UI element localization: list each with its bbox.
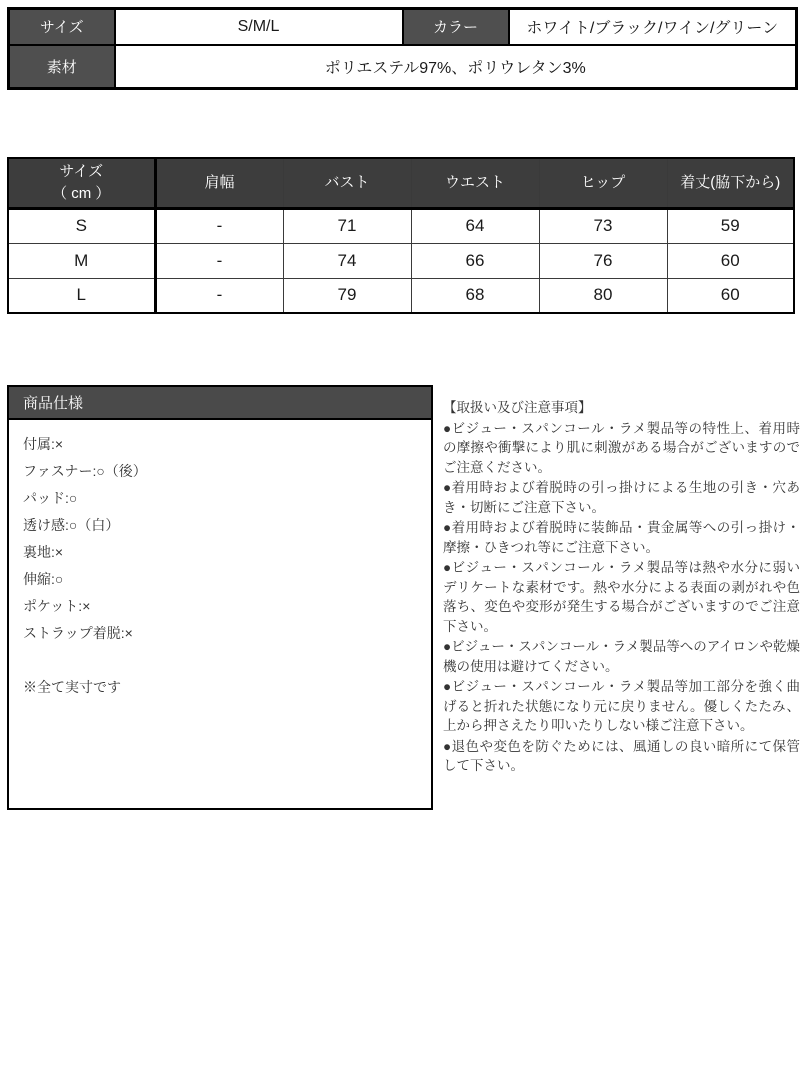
handling-note-item: ●退色や変色を防ぐためには、風通しの良い暗所にて保管して下さい。 bbox=[443, 738, 800, 773]
table-row-m bbox=[8, 243, 794, 278]
color-label-cell: カラー bbox=[403, 9, 509, 45]
spec-item-sheerness: 透け感:○（白） bbox=[23, 517, 120, 533]
table-header-row bbox=[8, 158, 794, 208]
spec-item-pad: パッド:○ bbox=[23, 490, 78, 506]
product-spec-title: 商品仕様 bbox=[9, 387, 431, 420]
spec-measure-note: ※全て実寸です bbox=[23, 679, 121, 695]
spec-item-pocket: ポケット:× bbox=[23, 598, 91, 614]
handling-note-item: ●ビジュー・スパンコール・ラメ製品等は熱や水分に弱いデリケートな素材です。熱や水分による表面の剥がれや色落ち、変色や変形が発生する場合がございますのでご注意下さい。 bbox=[443, 560, 800, 634]
header-size-line1: サイズ bbox=[59, 163, 104, 180]
cell-shoulder: - bbox=[155, 208, 283, 243]
cell-bust: 71 bbox=[283, 208, 411, 243]
cell-hip: 76 bbox=[539, 243, 667, 278]
handling-note-item: ●着用時および着脱時の引っ掛けによる生地の引き・穴あき・切断にご注意下さい。 bbox=[443, 480, 800, 515]
handling-note-item: ●着用時および着脱時に装飾品・貴金属等への引っ掛け・摩擦・ひきつれ等にご注意下さい。 bbox=[443, 520, 800, 555]
handling-notes-title: 【取扱い及び注意事項】 bbox=[443, 400, 592, 415]
cell-bust: 74 bbox=[283, 243, 411, 278]
measurements-table bbox=[7, 157, 795, 314]
header-hip: ヒップ bbox=[539, 158, 667, 208]
material-label-cell: 素材 bbox=[9, 45, 115, 89]
handling-note-item: ●ビジュー・スパンコール・ラメ製品等へのアイロンや乾燥機の使用は避けてください。 bbox=[443, 639, 800, 674]
header-waist: ウエスト bbox=[411, 158, 539, 208]
cell-waist: 66 bbox=[411, 243, 539, 278]
size-color-material-table bbox=[7, 7, 798, 90]
cell-hip: 73 bbox=[539, 208, 667, 243]
cell-size: M bbox=[8, 243, 155, 278]
cell-shoulder: - bbox=[155, 243, 283, 278]
cell-size: S bbox=[8, 208, 155, 243]
table-row bbox=[9, 9, 797, 45]
product-spec-list bbox=[9, 420, 431, 712]
table-row-s bbox=[8, 208, 794, 243]
cell-hip: 80 bbox=[539, 278, 667, 313]
cell-length: 60 bbox=[667, 243, 794, 278]
cell-length: 60 bbox=[667, 278, 794, 313]
spec-item-strap: ストラップ着脱:× bbox=[23, 625, 133, 641]
header-shoulder: 肩幅 bbox=[155, 158, 283, 208]
spec-item-stretch: 伸縮:○ bbox=[23, 571, 64, 587]
table-row bbox=[9, 45, 797, 89]
handling-notes bbox=[443, 398, 800, 777]
spec-item-accessory: 付属:× bbox=[23, 436, 64, 452]
handling-note-item: ●ビジュー・スパンコール・ラメ製品等加工部分を強く曲げると折れた状態になり元に戻りません。優しくたたみ、上から押さえたり叩いたりしない様ご注意下さい。 bbox=[443, 679, 800, 733]
cell-length: 59 bbox=[667, 208, 794, 243]
cell-waist: 64 bbox=[411, 208, 539, 243]
header-bust: バスト bbox=[283, 158, 411, 208]
header-size-line2: （ cm ） bbox=[52, 184, 111, 202]
cell-bust: 79 bbox=[283, 278, 411, 313]
material-value-cell: ポリエステル97%、ポリウレタン3% bbox=[115, 45, 797, 89]
product-spec-box bbox=[7, 385, 433, 810]
cell-size: L bbox=[8, 278, 155, 313]
header-length: 着丈(脇下から) bbox=[667, 158, 794, 208]
handling-note-item: ●ビジュー・スパンコール・ラメ製品等の特性上、着用時の摩擦や衝撃により肌に刺激がある場合がございますのでご注意ください。 bbox=[443, 420, 800, 475]
size-value-cell: S/M/L bbox=[115, 9, 403, 45]
spec-item-lining: 裏地:× bbox=[23, 544, 64, 560]
cell-shoulder: - bbox=[155, 278, 283, 313]
color-value-cell: ホワイト/ブラック/ワイン/グリーン bbox=[509, 9, 797, 45]
table-row-l bbox=[8, 278, 794, 313]
header-size-cm bbox=[8, 158, 155, 208]
cell-waist: 68 bbox=[411, 278, 539, 313]
spec-item-fastener: ファスナー:○（後） bbox=[23, 463, 147, 479]
size-label-cell: サイズ bbox=[9, 9, 115, 45]
